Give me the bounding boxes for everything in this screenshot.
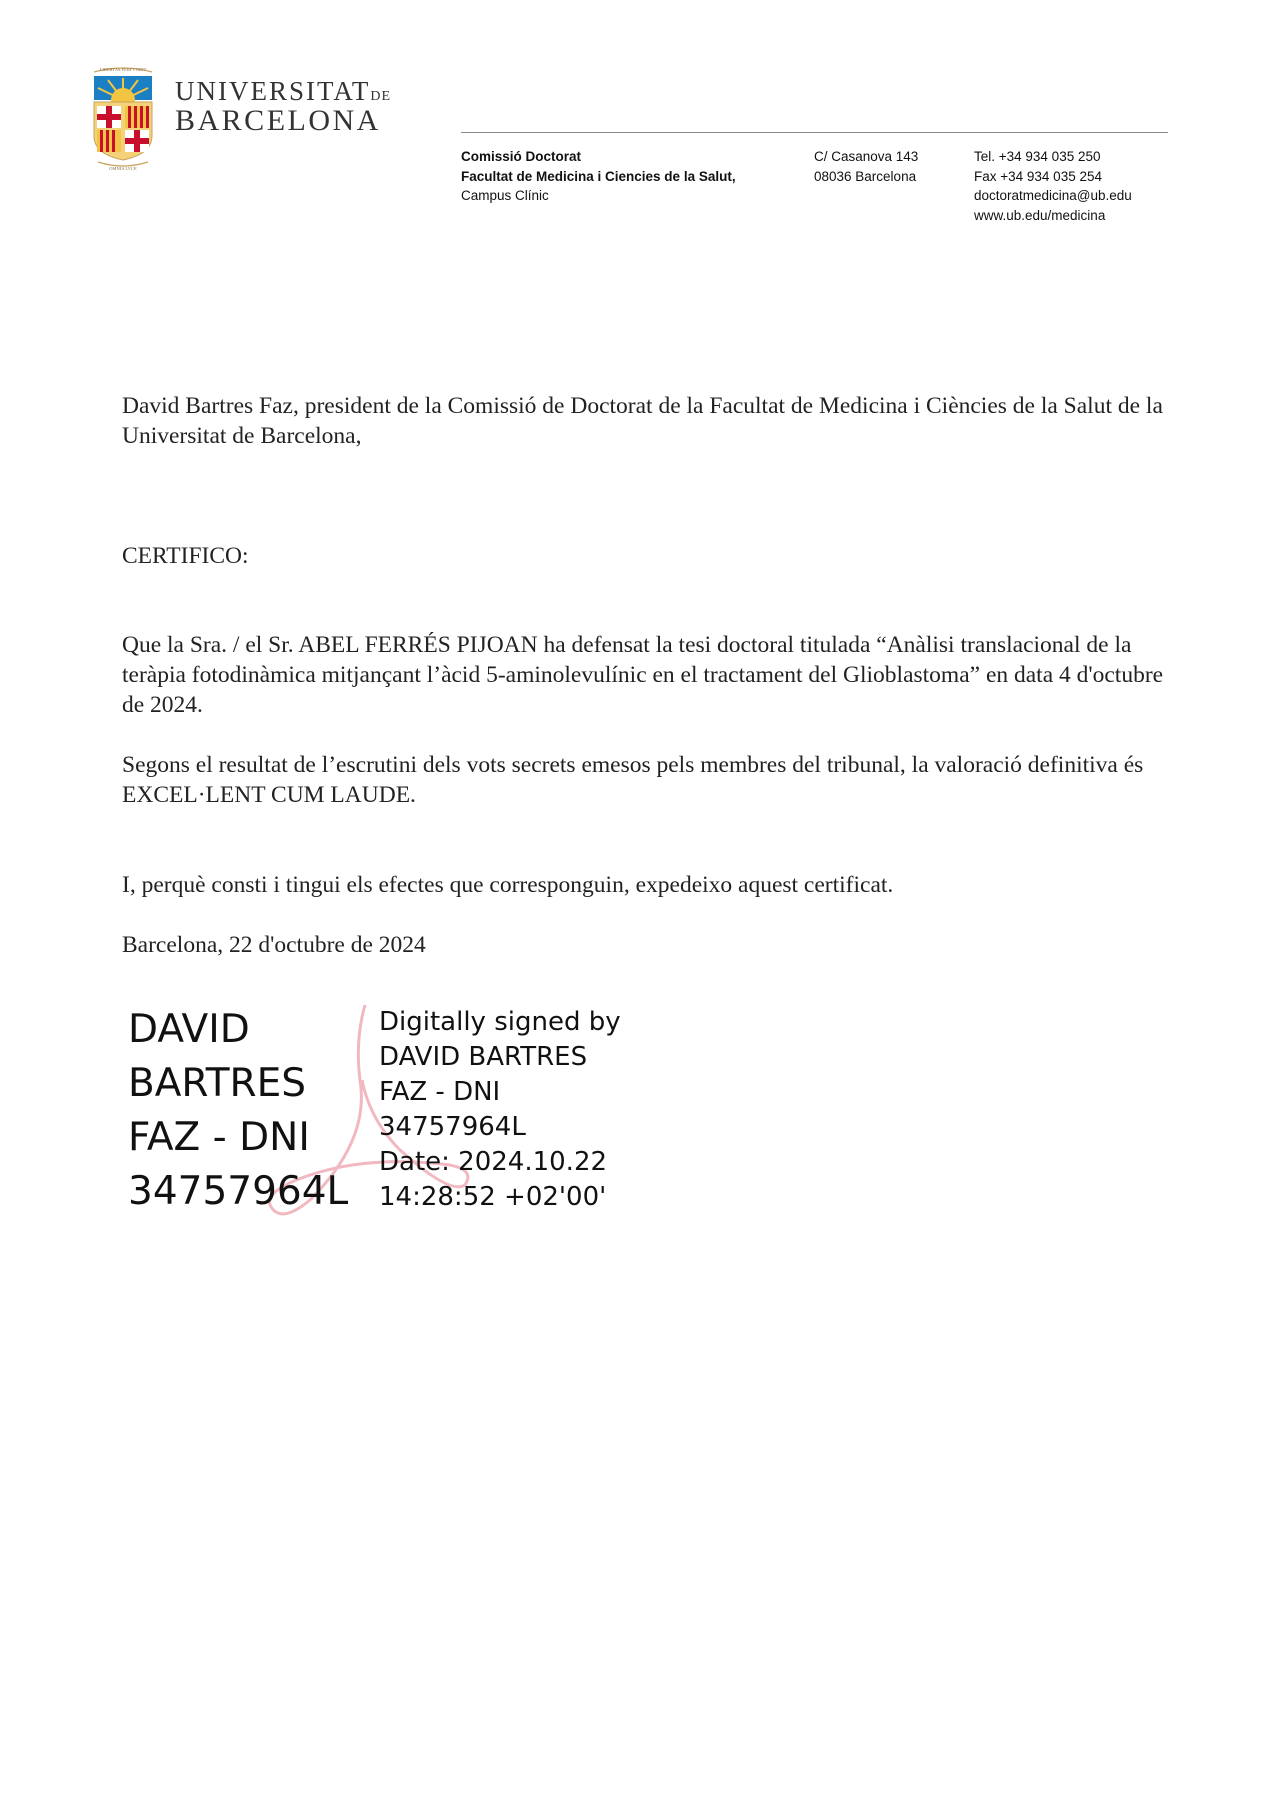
header-department-line: Campus Clínic [461, 188, 549, 203]
logo-de-text: DE [370, 89, 391, 104]
place-date: Barcelona, 22 d'octubre de 2024 [122, 932, 426, 958]
closing-paragraph: I, perquè consti i tingui els efectes que corresponguin, expedeixo aquest certificat. [122, 872, 894, 898]
signature-info-line: 34757964L [379, 1112, 526, 1142]
signature-name-line: BARTRES [128, 1061, 307, 1106]
header-phone: Tel. +34 934 035 250 [974, 149, 1101, 164]
header-address-block [814, 147, 918, 186]
header-department-block [461, 147, 736, 206]
seal-bottom-motto: OMNIA LVCE [109, 166, 137, 171]
signature-name-line: 34757964L [128, 1169, 349, 1214]
header-divider [461, 132, 1168, 133]
logo-wordmark-barcelona: BARCELONA [175, 104, 381, 137]
certifico-heading: CERTIFICO: [122, 543, 249, 569]
signature-info-line: Digitally signed by [379, 1007, 621, 1037]
header-department-line: Comissió Doctorat [461, 149, 582, 164]
header-address-line: 08036 Barcelona [814, 168, 917, 184]
signature-name-block [128, 1003, 348, 1219]
header-fax: Fax +34 934 035 254 [974, 168, 1102, 184]
header-website: www.ub.edu/medicina [974, 207, 1106, 223]
signature-info-line: 14:28:52 +02'00' [379, 1182, 607, 1212]
signature-name-line: DAVID [128, 1007, 250, 1052]
signature-info-block [379, 1005, 621, 1215]
logo-wordmark-universitat [175, 76, 391, 107]
signature-info-line: FAZ - DNI [379, 1077, 501, 1107]
seal-top-motto: LIBERTAS PERFVNDIT [99, 67, 147, 72]
header-contact-block [974, 147, 1132, 225]
header-address-line: C/ Casanova 143 [814, 149, 919, 164]
signature-info-line: DAVID BARTRES [379, 1042, 588, 1072]
header-department-line: Facultat de Medicina i Ciencies de la Salut, [461, 168, 736, 184]
logo-univ-text: UNIVERSITAT [175, 76, 371, 106]
university-seal-logo [88, 62, 158, 172]
signature-name-line: FAZ - DNI [128, 1115, 310, 1160]
signature-info-line: Date: 2024.10.22 [379, 1147, 608, 1177]
thesis-paragraph: Que la Sra. / el Sr. ABEL FERRÉS PIJOAN ha defensat la tesi doctoral titulada “Anàlisi translacional de la teràpia fotodinàmica mitjançant l’àcid 5-aminolevulínic en el tractament del Glioblastoma” en data 4 d'octubre de 2024. [122, 632, 1164, 718]
result-paragraph: Segons el resultat de l’escrutini dels vots secrets emesos pels membres del tribunal, la valoració definitiva és EXCEL·LENT CUM LAUDE. [122, 752, 1144, 808]
president-paragraph: David Bartres Faz, president de la Comissió de Doctorat de la Facultat de Medicina i Ciències de la Salut de la Universitat de Barcelona, [122, 393, 1163, 449]
header-email: doctoratmedicina@ub.edu [974, 188, 1132, 203]
